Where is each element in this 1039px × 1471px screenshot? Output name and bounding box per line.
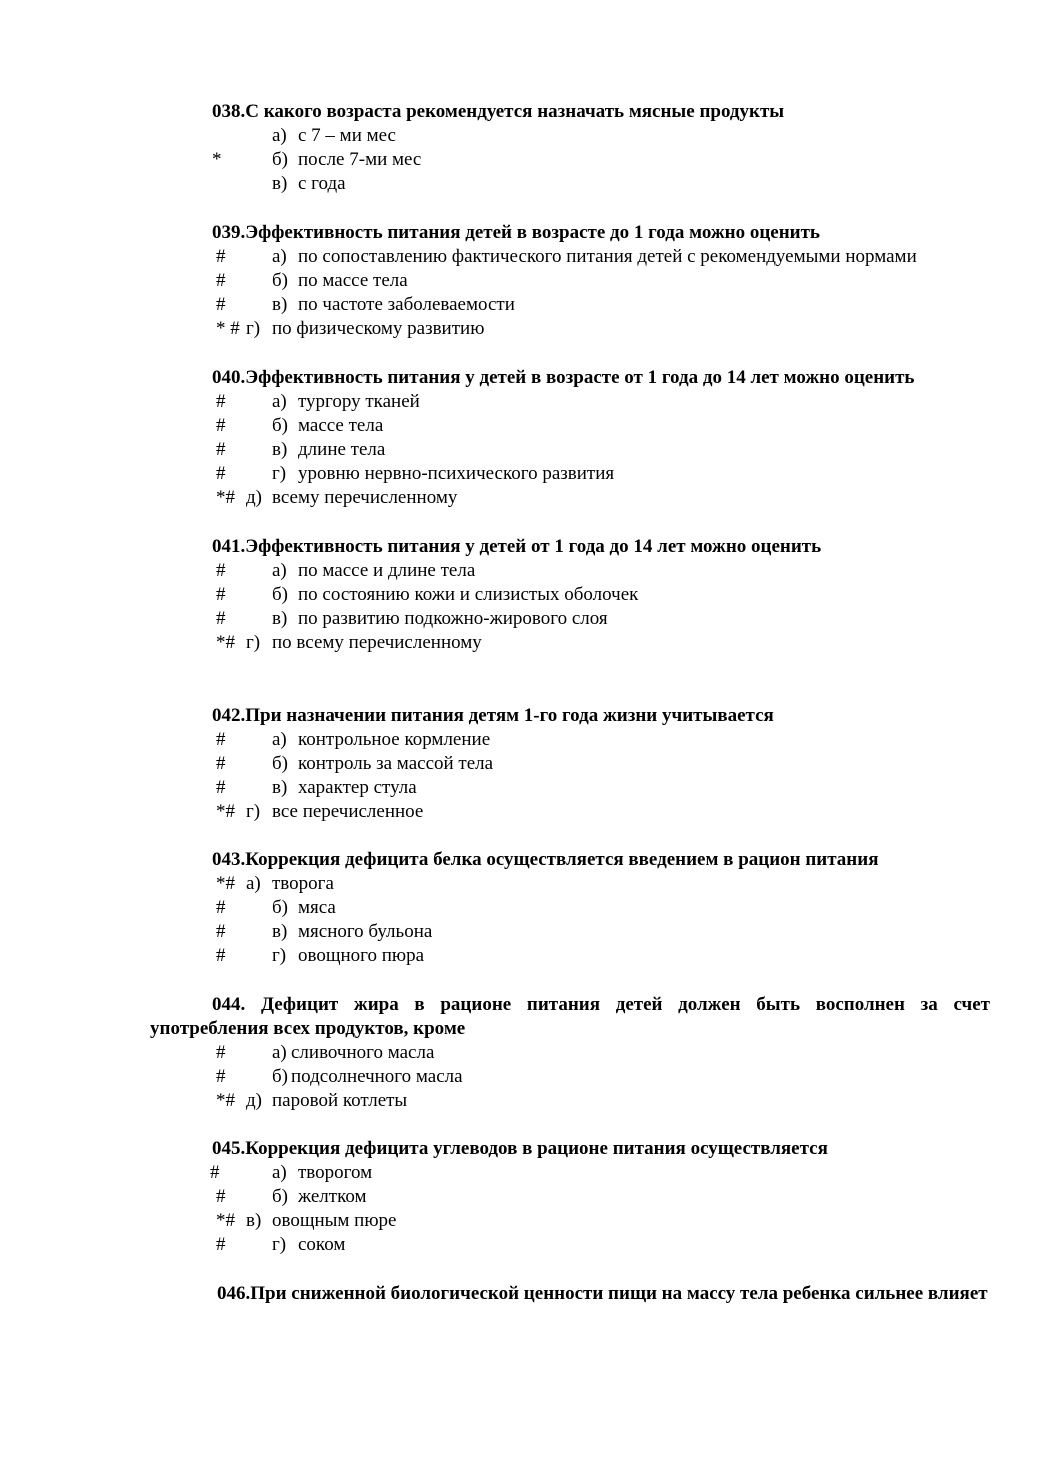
answer-mark: #	[216, 294, 226, 315]
answer-letter: д)	[246, 1090, 262, 1111]
answer-text: желтком	[298, 1186, 367, 1207]
answer-mark: #	[216, 1042, 226, 1063]
answer-mark: *#	[216, 487, 235, 508]
answer-mark: #	[216, 921, 226, 942]
answer-letter: в)	[272, 777, 288, 798]
answer-mark: #	[216, 560, 226, 581]
answer-letter: г)	[246, 801, 261, 822]
answer-option	[0, 752, 1039, 776]
answer-mark: #	[216, 463, 226, 484]
answer-option	[0, 438, 1039, 462]
answer-option	[0, 245, 1039, 269]
answer-letter: в)	[246, 1210, 262, 1231]
answer-option	[0, 896, 1039, 920]
answer-text: по состоянию кожи и слизистых оболочек	[298, 584, 639, 605]
answer-option	[0, 172, 1039, 196]
answer-letter: г)	[246, 632, 261, 653]
answer-letter: б)	[272, 270, 288, 291]
answer-option	[0, 559, 1039, 583]
answer-mark: #	[216, 584, 226, 605]
answer-mark: #	[216, 270, 226, 291]
question-title: 038.С какого возраста рекомендуется назначать мясные продукты	[212, 101, 785, 122]
answer-option	[0, 124, 1039, 148]
question-title: 042.При назначении питания детям 1-го года жизни учитывается	[212, 705, 774, 726]
answer-mark: #	[216, 1066, 226, 1087]
answer-letter: г)	[272, 1234, 287, 1255]
answer-text: после 7-ми мес	[298, 149, 422, 170]
answer-mark: #	[216, 777, 226, 798]
answer-letter: в)	[272, 608, 288, 629]
answer-letter: г)	[246, 318, 261, 339]
question-title: 041.Эффективность питания у детей от 1 года до 14 лет можно оценить	[212, 536, 822, 557]
answer-mark: *#	[216, 801, 235, 822]
answer-option	[0, 462, 1039, 486]
answer-mark: #	[216, 945, 226, 966]
answer-letter: а)	[246, 873, 261, 894]
answer-letter: в)	[272, 439, 288, 460]
answer-option	[0, 1233, 1039, 1257]
answer-option	[0, 1041, 1039, 1065]
answer-text: паровой котлеты	[272, 1090, 408, 1111]
answer-letter: а)	[272, 560, 287, 581]
answer-option	[0, 1089, 1039, 1113]
answer-text: с 7 – ми мес	[298, 125, 396, 146]
answer-option	[0, 1209, 1039, 1233]
answer-text: контрольное кормление	[298, 729, 491, 750]
answer-option	[0, 607, 1039, 631]
answer-letter: в)	[272, 921, 288, 942]
answer-option	[0, 1185, 1039, 1209]
question-title: 039.Эффективность питания детей в возрасте до 1 года можно оценить	[212, 222, 820, 243]
answer-mark: #	[216, 608, 226, 629]
answer-mark: *#	[216, 1210, 235, 1231]
question-title: 040.Эффективность питания у детей в возрасте от 1 года до 14 лет можно оценить	[212, 367, 915, 388]
answer-mark: #	[216, 729, 226, 750]
answer-text: по физическому развитию	[272, 318, 485, 339]
answer-text: по массе тела	[298, 270, 408, 291]
answer-option	[0, 631, 1039, 655]
answer-option	[0, 390, 1039, 414]
answer-text: мясного бульона	[298, 921, 433, 942]
answer-text: овощным пюре	[272, 1210, 397, 1231]
answer-letter: б)	[272, 415, 288, 436]
answer-text: все перечисленное	[272, 801, 424, 822]
answer-option	[0, 414, 1039, 438]
answer-mark: #	[216, 753, 226, 774]
answer-option	[0, 148, 1039, 172]
question-title: 046.При сниженной биологической ценности пищи на массу тела ребенка сильнее влияет	[217, 1283, 988, 1304]
answer-text: сливочного масла	[291, 1042, 435, 1063]
question-title: 044. Дефицит жира в рационе питания детей должен быть восполнен за счет употребления всех продуктов, кроме	[150, 994, 990, 1039]
answer-text: контроль за массой тела	[298, 753, 494, 774]
answer-mark: * #	[216, 318, 240, 339]
answer-mark: *	[212, 149, 222, 170]
answer-letter: б)	[272, 1066, 288, 1087]
answer-mark: #	[216, 391, 226, 412]
answer-letter: а)	[272, 246, 287, 267]
answer-text: овощного пюра	[298, 945, 425, 966]
answer-letter: а)	[272, 729, 287, 750]
answer-text: по всему перечисленному	[272, 632, 482, 653]
answer-option	[0, 728, 1039, 752]
answer-letter: в)	[272, 294, 288, 315]
answer-text: всему перечисленному	[272, 487, 458, 508]
answer-text: тургору тканей	[298, 391, 420, 412]
answer-letter: б)	[272, 149, 288, 170]
answer-mark: *#	[216, 632, 235, 653]
answer-text: соком	[298, 1234, 346, 1255]
answer-mark: #	[216, 897, 226, 918]
answer-text: творога	[272, 873, 334, 894]
question-title: 045.Коррекция дефицита углеводов в рационе питания осуществляется	[212, 1138, 828, 1159]
answer-option	[0, 920, 1039, 944]
answer-text: подсолнечного масла	[291, 1066, 463, 1087]
answer-mark: #	[210, 1162, 220, 1183]
answer-option	[0, 317, 1039, 341]
answer-letter: г)	[272, 463, 287, 484]
answer-letter: а)	[272, 125, 287, 146]
answer-letter: б)	[272, 753, 288, 774]
answer-mark: *#	[216, 1090, 235, 1111]
answer-mark: #	[216, 1186, 226, 1207]
answer-option	[0, 944, 1039, 968]
answer-letter: г)	[272, 945, 287, 966]
answer-option	[0, 776, 1039, 800]
answer-text: длине тела	[298, 439, 386, 460]
answer-letter: а)	[272, 1162, 287, 1183]
answer-option	[0, 872, 1039, 896]
answer-letter: д)	[246, 487, 262, 508]
answer-text: массе тела	[298, 415, 384, 436]
answer-option	[0, 1065, 1039, 1089]
answer-text: уровню нервно-психического развития	[298, 463, 615, 484]
answer-option	[0, 293, 1039, 317]
answer-text: творогом	[298, 1162, 373, 1183]
answer-text: по сопоставлению фактического питания детей с рекомендуемыми нормами	[298, 246, 917, 267]
answer-option	[0, 269, 1039, 293]
answer-text: по массе и длине тела	[298, 560, 476, 581]
answer-letter: а)	[272, 1042, 287, 1063]
answer-text: по развитию подкожно-жирового слоя	[298, 608, 608, 629]
answer-letter: в)	[272, 173, 288, 194]
answer-mark: #	[216, 246, 226, 267]
answer-text: с года	[298, 173, 346, 194]
answer-mark: #	[216, 439, 226, 460]
answer-letter: б)	[272, 584, 288, 605]
answer-option	[0, 800, 1039, 824]
answer-option	[0, 583, 1039, 607]
answer-letter: а)	[272, 391, 287, 412]
answer-letter: б)	[272, 1186, 288, 1207]
answer-option	[0, 1161, 1039, 1185]
question-title: 043.Коррекция дефицита белка осуществляется введением в рацион питания	[212, 849, 879, 870]
answer-mark: #	[216, 415, 226, 436]
answer-letter: б)	[272, 897, 288, 918]
answer-option	[0, 486, 1039, 510]
answer-text: характер стула	[298, 777, 417, 798]
answer-mark: *#	[216, 873, 235, 894]
answer-text: по частоте заболеваемости	[298, 294, 515, 315]
answer-mark: #	[216, 1234, 226, 1255]
answer-text: мяса	[298, 897, 336, 918]
